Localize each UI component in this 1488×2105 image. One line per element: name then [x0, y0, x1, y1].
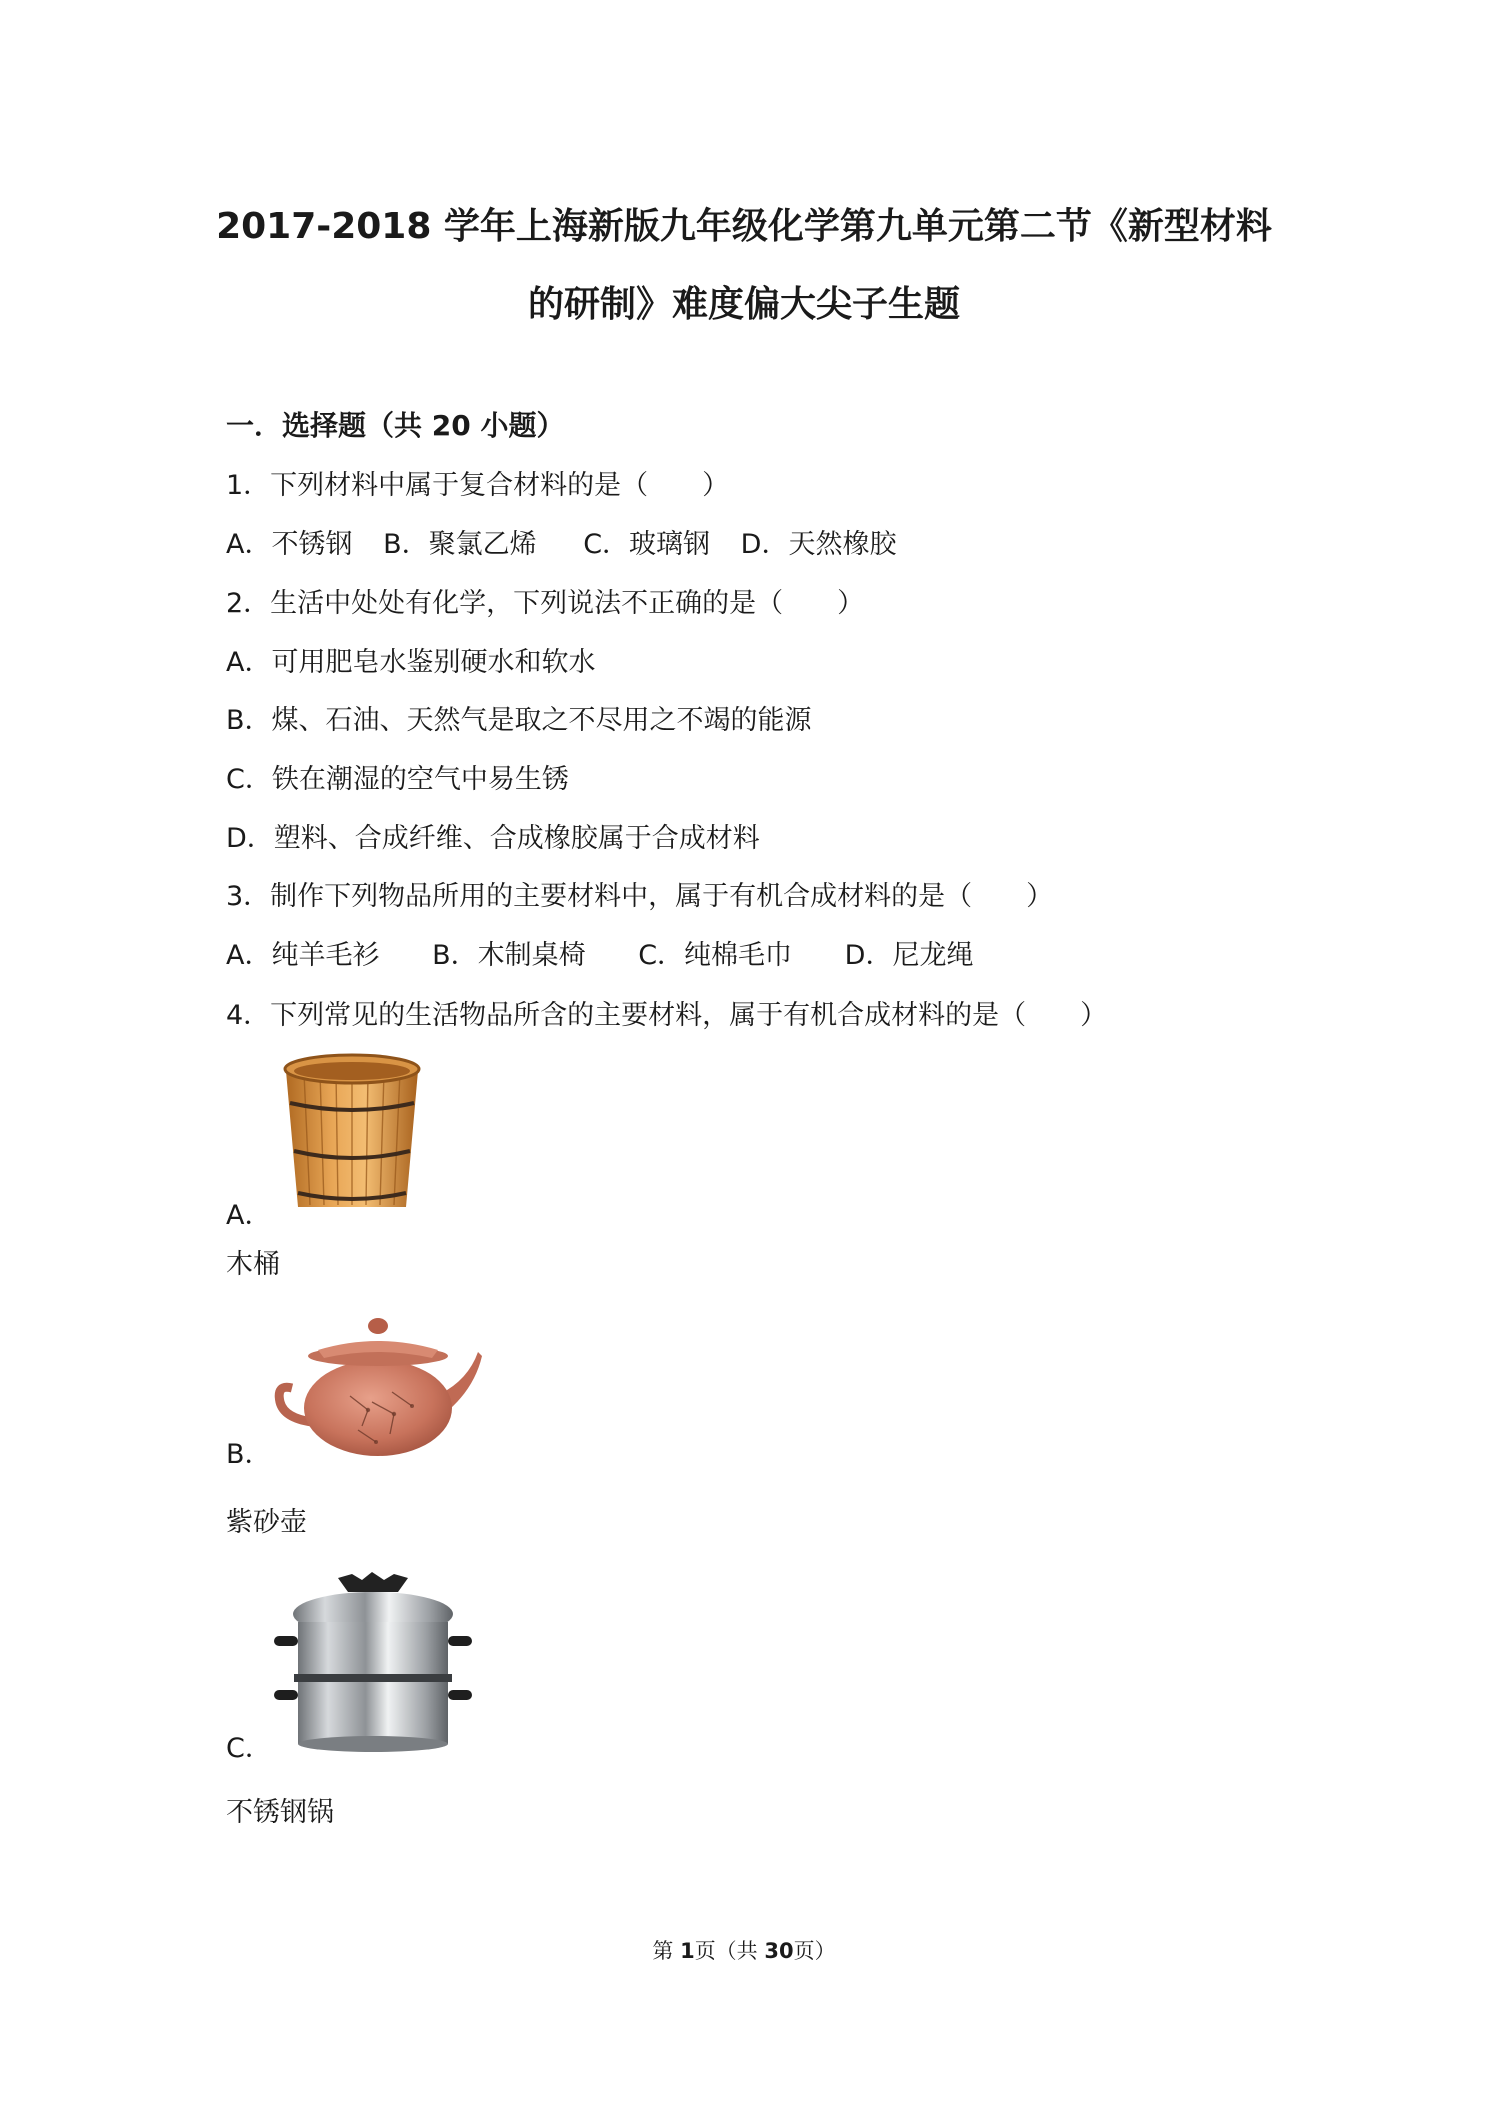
q3-option-c: C．纯棉毛巾 [638, 940, 793, 971]
q3-option-a: A．纯羊毛衫 [226, 940, 380, 971]
document-title [200, 188, 1288, 344]
q2-option-d: D．塑料、合成纤维、合成橡胶属于合成材料 [226, 823, 760, 854]
q4-option-c-letter: C． [226, 1733, 272, 1764]
question-1-options [226, 522, 896, 561]
footer-prefix: 第 [652, 1939, 681, 1963]
clay-teapot-image [272, 1310, 484, 1460]
q3-option-d: D．尼龙绳 [844, 940, 974, 971]
q2-option-a: A．可用肥皂水鉴别硬水和软水 [226, 647, 596, 678]
q4-option-a-letter: A． [226, 1200, 272, 1231]
footer-total-pages: 30 [764, 1939, 794, 1963]
q1-option-c: C．玻璃钢 [583, 529, 711, 560]
q4-option-a-caption: 木桶 [226, 1249, 280, 1280]
question-3-options [226, 933, 973, 972]
wooden-bucket-image [272, 1045, 432, 1215]
steel-steamer-pot-image [272, 1570, 474, 1755]
section-heading: 一．选择题（共 20 小题） [226, 409, 565, 442]
question-3-stem: 3．制作下列物品所用的主要材料中，属于有机合成材料的是（ ） [226, 881, 1054, 912]
page-footer [0, 1935, 1488, 1965]
q2-option-c: C．铁在潮湿的空气中易生锈 [226, 764, 569, 795]
question-4-stem: 4．下列常见的生活物品所含的主要材料，属于有机合成材料的是（ ） [226, 1000, 1108, 1031]
q1-option-b: B．聚氯乙烯 [383, 529, 537, 560]
footer-page-number: 1 [680, 1939, 695, 1963]
footer-middle: 页（共 [694, 1939, 765, 1963]
q3-option-b: B．木制桌椅 [432, 940, 586, 971]
question-2-stem: 2．生活中处处有化学，下列说法不正确的是（ ） [226, 588, 865, 619]
footer-suffix: 页） [793, 1939, 836, 1963]
q4-option-c-caption: 不锈钢锅 [226, 1797, 334, 1828]
title-line-1: 2017-2018 学年上海新版九年级化学第九单元第二节《新型材料 [216, 206, 1272, 247]
q2-option-b: B．煤、石油、天然气是取之不尽用之不竭的能源 [226, 705, 812, 736]
title-line-2: 的研制》难度偏大尖子生题 [527, 284, 960, 325]
q4-option-b-caption: 紫砂壶 [226, 1507, 307, 1538]
q1-option-d: D．天然橡胶 [740, 529, 897, 560]
q1-option-a: A．不锈钢 [226, 529, 353, 560]
question-1-stem: 1．下列材料中属于复合材料的是（ ） [226, 470, 730, 501]
q4-option-b-letter: B． [226, 1439, 272, 1470]
